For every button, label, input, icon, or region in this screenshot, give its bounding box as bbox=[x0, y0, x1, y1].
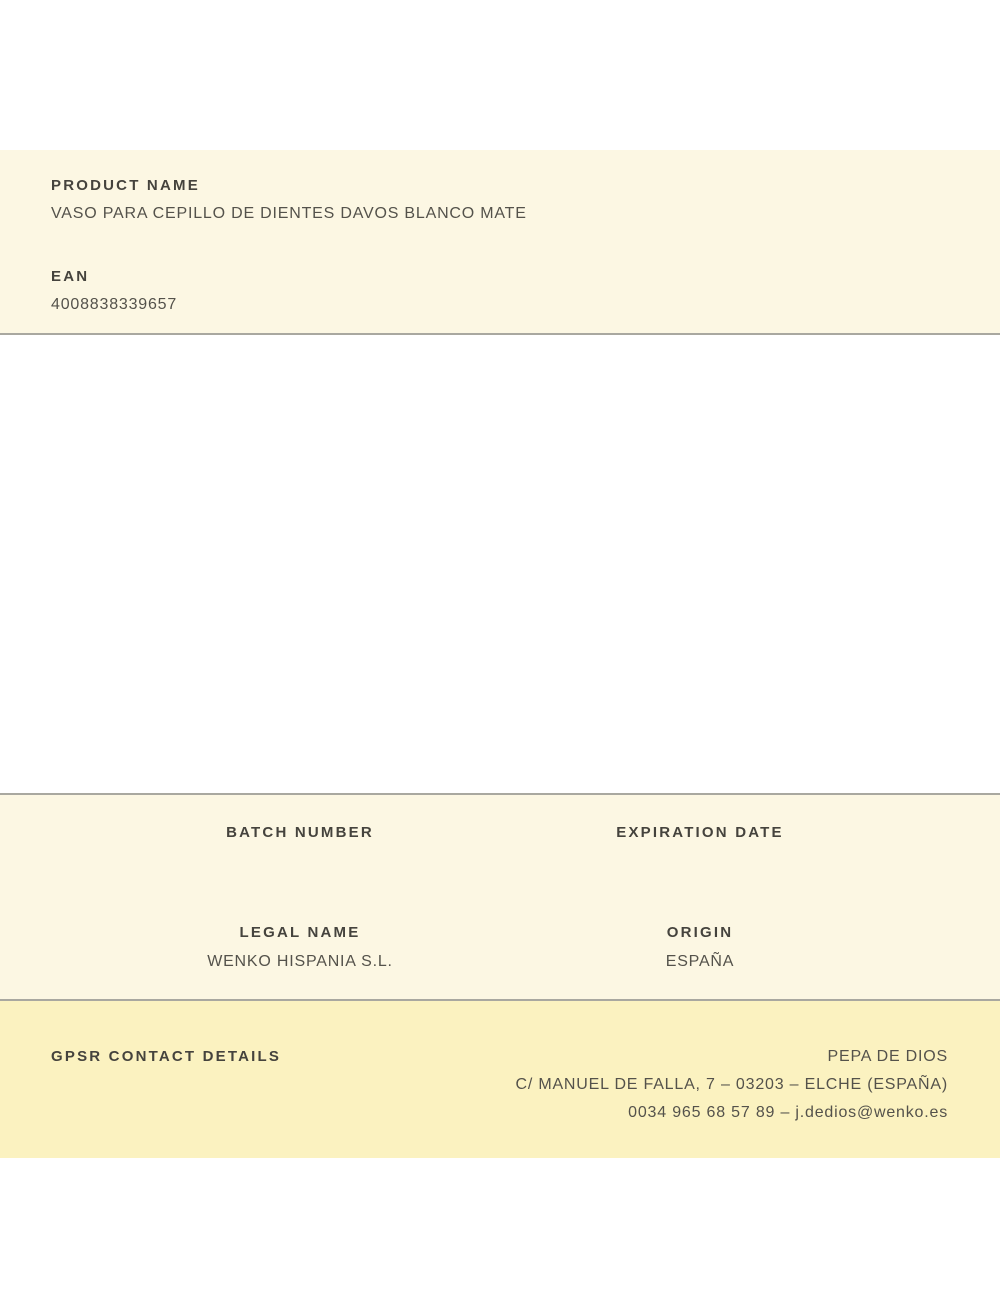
product-name-field bbox=[51, 177, 949, 224]
ean-value: 4008838339657 bbox=[51, 296, 178, 313]
product-details-section bbox=[0, 793, 1000, 1001]
middle-whitespace bbox=[0, 335, 1000, 793]
product-name-label: PRODUCT NAME bbox=[51, 177, 200, 194]
contact-address: C/ MANUEL DE FALLA, 7 – 03203 – ELCHE (ESPAÑA) bbox=[515, 1076, 948, 1093]
contact-person-name: PEPA DE DIOS bbox=[827, 1048, 948, 1065]
batch-number-label: BATCH NUMBER bbox=[226, 824, 374, 841]
legal-origin-row bbox=[100, 924, 900, 972]
expiration-date-label: EXPIRATION DATE bbox=[616, 824, 784, 841]
legal-name-value: WENKO HISPANIA S.L. bbox=[207, 953, 393, 970]
gpsr-contact-section bbox=[0, 1001, 1000, 1158]
product-name-value: VASO PARA CEPILLO DE DIENTES DAVOS BLANCO MATE bbox=[51, 205, 527, 222]
expiration-date-field bbox=[500, 824, 900, 852]
product-info-section bbox=[0, 150, 1000, 335]
ean-label: EAN bbox=[51, 268, 90, 285]
legal-name-field bbox=[100, 924, 500, 972]
gpsr-contact-label: GPSR CONTACT DETAILS bbox=[51, 1048, 282, 1065]
origin-value: ESPAÑA bbox=[665, 953, 735, 970]
batch-expiration-row bbox=[100, 824, 900, 852]
contact-phone-email: 0034 965 68 57 89 – j.dedios@wenko.es bbox=[628, 1104, 948, 1121]
batch-number-field bbox=[100, 824, 500, 852]
origin-label: ORIGIN bbox=[666, 924, 734, 941]
gpsr-contact-info bbox=[281, 1043, 948, 1127]
origin-field bbox=[500, 924, 900, 972]
top-whitespace bbox=[0, 0, 1000, 150]
ean-field bbox=[51, 268, 949, 315]
legal-name-label: LEGAL NAME bbox=[239, 924, 361, 941]
